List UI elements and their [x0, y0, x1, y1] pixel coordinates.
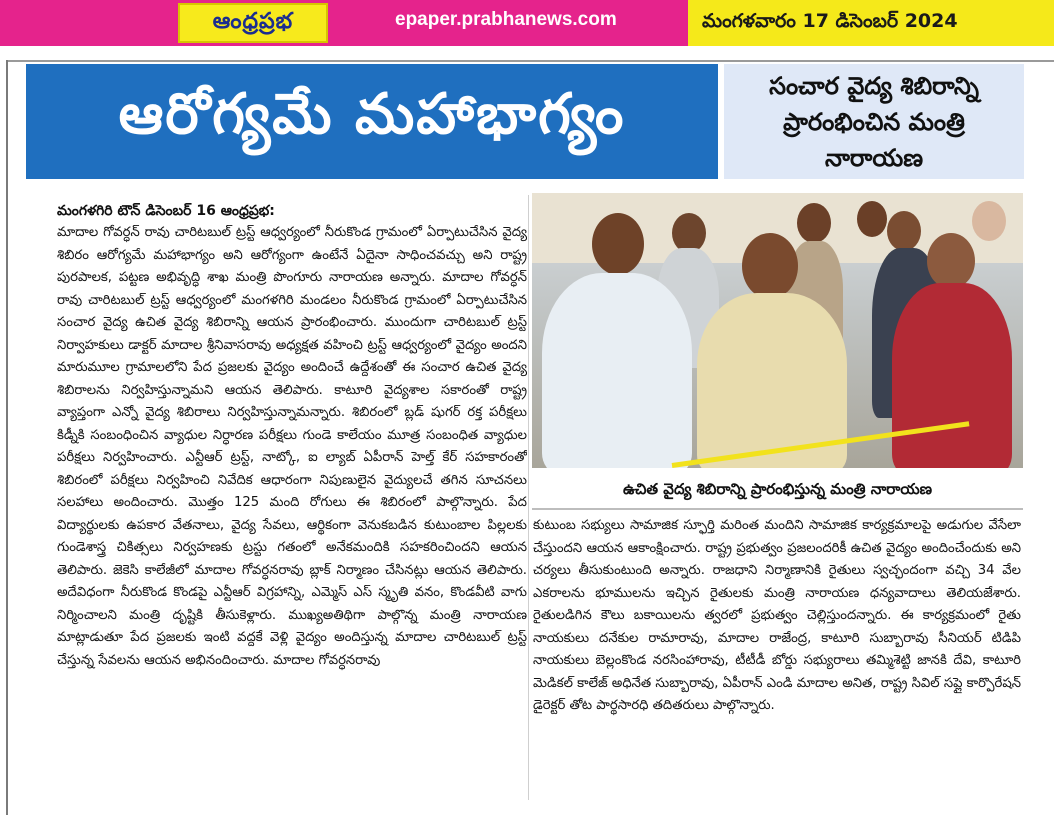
subheadline-line-3: నారాయణ: [824, 143, 924, 172]
dateline: మంగళగిరి టౌన్ డిసెంబర్ 16 ఆంధ్రప్రభ:: [57, 203, 275, 219]
site-url[interactable]: epaper.prabhanews.com: [395, 9, 617, 30]
newspaper-logo[interactable]: [178, 3, 328, 43]
page-frame-left: [6, 60, 8, 815]
photo-person-head: [592, 213, 644, 275]
photo-person-head: [927, 233, 975, 289]
headline: ఆరోగ్యమే మహాభాగ్యం: [118, 82, 626, 147]
masthead-bar: [0, 0, 1054, 46]
photo-person-white-shirt: [542, 273, 692, 468]
photo-person-head: [797, 203, 831, 243]
subheadline-line-1: సంచార వైద్య శిబిరాన్ని: [769, 71, 979, 100]
article-paragraph: మాదాల గోవర్ధన్ రావు చారిటబుల్ ట్రస్ట్ ఆధ్వర్యంలో నీరుకొండ గ్రామంలో ఏర్పాటుచేసిన వైద్య శిబిరం ఆరోగ్యమే మహాభాగ్యం అని ఆరోగ్యంగా ఉంటేనే ఏదైనా సాధించవచ్చు అని రాష్ట్ర పురపాలక, పట్టణ అభివృద్ధి శాఖ మంత్రి పొంగూరు నారాయణ అన్నారు. మాదాల గోవర్ధన్ రావు చారిటబుల్ ట్రస్ట్ ఆధ్వర్యంలో మంగళగిరి మండలం నీరుకొండ గ్రామంలో ఏర్పాటుచేసిన సంచార వైద్య ఉచిత వైద్య శిబిరాన్ని ఆయన ప్రారంభించారు. ముందుగా చారిటబుల్ ట్రస్ట్ నిర్వాహకులు డాక్టర్ మాదాల శ్రీనివాసరావు అధ్యక్షత వహించి ట్రస్ట్ ఆధ్వర్యంలో వైద్యం అందని మారుమూల గ్రామాలలోని పేద ప్రజలకు వైద్యం అందించే ఉద్దేశంతో ఈ సంచార ఉచిత వైద్య శిబిరాలను నిర్వహిస్తున్నామని ఆయన తెలిపారు. కాటూరి వైద్యశాల సకారంతో రాష్ట్ర వ్యాప్తంగా ఎన్నో వైద్య శిబిరాలు నిర్వహిస్తున్నామన్నారు. శిబిరంలో బ్లడ్ షుగర్ రక్త పరీక్షలు కిడ్నీకి సంబంధించిన వ్యాధుల నిర్ధారణ పరీక్షలు గుండె కాలేయం మూత్ర సంబంధిత వ్యాధుల పరీక్షలు నిర్వహించారు. ఎన్టీఆర్ ట్రస్ట్, నాట్కో, ఐ ల్యాబ్ ఏపీరాన్ హెల్త్ కేర్ సహకారంతో శిబిరంలో పరీక్షలు నిర్వహించి నివేదిక ఆధారంగా నిపుణులైన వైద్యులచే తగిన సూచనలు సలహాలు అందించారు. మొత్తం 125 మంది రోగులు ఈ శిబిరంలో పాల్గొన్నారు. పేద విద్యార్థులకు ఉపకార వేతనాలు, వైద్య సేవలు, ఆర్థికంగా వెనుకబడిన కుటుంబాల పిల్లలకు గుండెశాస్త్ర చికిత్సలు నిర్వహణకు ట్రస్టు గతంలో అనేకమందికి సహకరించిందని ఆయన తెలిపారు. జెకెసి కాలేజీలో మాదాల గోవర్ధనరావు బ్లాక్ నిర్మాణం చేసినట్లు ఆయన తెలిపారు. అదేవిధంగా నీరుకొండ కొండపై ఎన్టీఆర్ విగ్రహాన్ని, ఎమ్మెస్ ఎస్ స్మృతి వనం, కొండవీటి వాగు నిర్మించాలని మంత్రి దృష్టికి తీసుకెళ్లారు. ముఖ్యఅతిథిగా పాల్గొన్న మంత్రి నారాయణ మాట్లాడుతూ పేద ప్రజలకు ఇంటి వద్దకే వెళ్లి వైద్యం అందిస్తున్న మాదాల చారిటబుల్ ట్రస్ట్ చేస్తున్న సేవలను ఆయన అభినందించారు. మాదాల గోవర్ధనరావు: [57, 225, 527, 668]
page-frame-top: [6, 60, 1054, 62]
subheadline-line-2: ప్రారంభించిన మంత్రి: [783, 107, 965, 136]
photo-person-red-saree: [892, 283, 1012, 468]
edition-date-box: [688, 0, 1054, 46]
article-body-left: [57, 222, 527, 672]
photo-person-head: [672, 213, 706, 253]
article-column-left: [57, 200, 527, 805]
logo-text: ఆంధ్రప్రభ: [212, 7, 294, 34]
article-photo[interactable]: [532, 193, 1023, 468]
photo-person-head: [972, 201, 1006, 241]
edition-date: మంగళవారం 17 డిసెంబర్ 2024: [702, 9, 958, 32]
column-divider: [528, 195, 529, 800]
headline-banner: [26, 64, 718, 179]
article-column-right: [533, 515, 1021, 805]
article-paragraph: కుటుంబ సభ్యులు సామాజిక స్ఫూర్తి మరింత మందిని సామాజిక కార్యక్రమాలపై అడుగుల వేసేలా చేస్తుందని ఆయన ఆకాంక్షించారు. రాష్ట్ర ప్రభుత్వం ప్రజలందరికీ ఉచిత వైద్యం అందించేందుకు అని చర్యలు తీసుకుంటుంది అన్నారు. రాజధాని నిర్మాణానికి రైతులు స్వచ్ఛందంగా వచ్చి 34 వేల ఎకరాలను భూములను ఇచ్చిన రైతులకు మంత్రి నారాయణ ధన్యవాదాలు తెలియజేశారు. రైతులడిగిన కౌలు బకాయిలను త్వరలో ప్రభుత్వం చెల్లిస్తుందన్నారు. ఈ కార్యక్రమంలో రైతు నాయకులు దనేకుల రామారావు, మాదాల రాజేంద్ర, కాటూరి సుబ్బారావు సీనియర్ టిడిపి నాయకులు బెల్లంకొండ నరసింహారావు, టీటీడీ బోర్డు సభ్యురాలు తమ్మిశెట్టి జానకి దేవి, కాటూరి మెడికల్ కాలేజ్ అధినేత సుబ్బారావు, ఏపీరాన్ ఎండి మాదాల అనిత, రాష్ట్ర సివిల్ సప్లై కార్పొరేషన్ డైరెక్టర్ తోట పార్థసారధి తదితరులు పాల్గొన్నారు.: [533, 518, 1021, 713]
photo-person-head: [742, 233, 798, 299]
subheadline-box: [724, 64, 1024, 179]
photo-person-head: [857, 201, 887, 237]
photo-person-head: [887, 211, 921, 251]
article-body-right: [533, 515, 1021, 718]
photo-caption: ఉచిత వైద్య శిబిరాన్ని ప్రారంభిస్తున్న మంత్రి నారాయణ: [532, 474, 1023, 510]
